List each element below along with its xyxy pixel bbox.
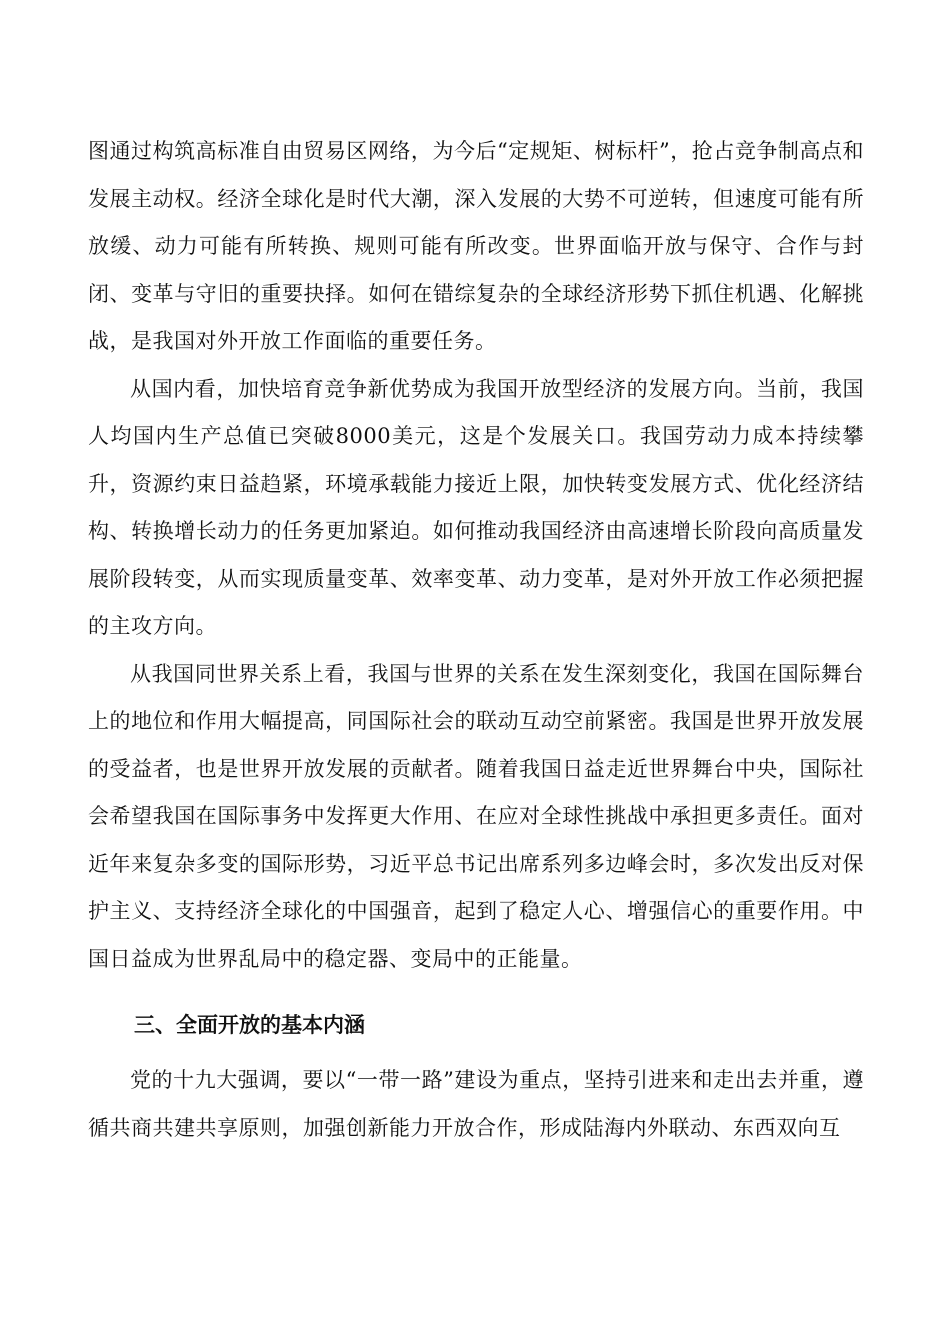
paragraph-domestic: 从国内看，加快培育竞争新优势成为我国开放型经济的发展方向。当前，我国人均国内生产总值已突破8000美元，这是个发展关口。我国劳动力成本持续攀升，资源约束日益趋紧，环境承载能力接近上限，加快转变发展方式、优化经济结构、转换增长动力的任务更加紧迫。如何推动我国经济由高速增长阶段向高质量发展阶段转变，从而实现质量变革、效率变革、动力变革，是对外开放工作必须把握的主攻方向。 xyxy=(88,376,864,638)
section-heading: 三、全面开放的基本内涵 xyxy=(134,1013,365,1037)
document-page xyxy=(88,128,864,1152)
paragraph-nineteenth-congress: 党的十九大强调，要以“一带一路”建设为重点，坚持引进来和走出去并重，遵循共商共建共享原则，加强创新能力开放合作，形成陆海内外联动、东西双向互 xyxy=(88,1068,864,1140)
paragraph-continuation: 图通过构筑高标准自由贸易区网络，为今后“定规矩、树标杆”，抢占竞争制高点和发展主动权。经济全球化是时代大潮，深入发展的大势不可逆转，但速度可能有所放缓、动力可能有所转换、规则可能有所改变。世界面临开放与保守、合作与封闭、变革与守旧的重要抉择。如何在错综复杂的全球经济形势下抓住机遇、化解挑战，是我国对外开放工作面临的重要任务。 xyxy=(88,139,864,353)
paragraph-world-relations: 从我国同世界关系上看，我国与世界的关系在发生深刻变化，我国在国际舞台上的地位和作用大幅提高，同国际社会的联动互动空前紧密。我国是世界开放发展的受益者，也是世界开放发展的贡献者。随着我国日益走近世界舞台中央，国际社会希望我国在国际事务中发挥更大作用、在应对全球性挑战中承担更多责任。面对近年来复杂多变的国际形势，习近平总书记出席系列多边峰会时，多次发出反对保护主义、支持经济全球化的中国强音，起到了稳定人心、增强信心的重要作用。中国日益成为世界乱局中的稳定器、变局中的正能量。 xyxy=(88,661,864,971)
